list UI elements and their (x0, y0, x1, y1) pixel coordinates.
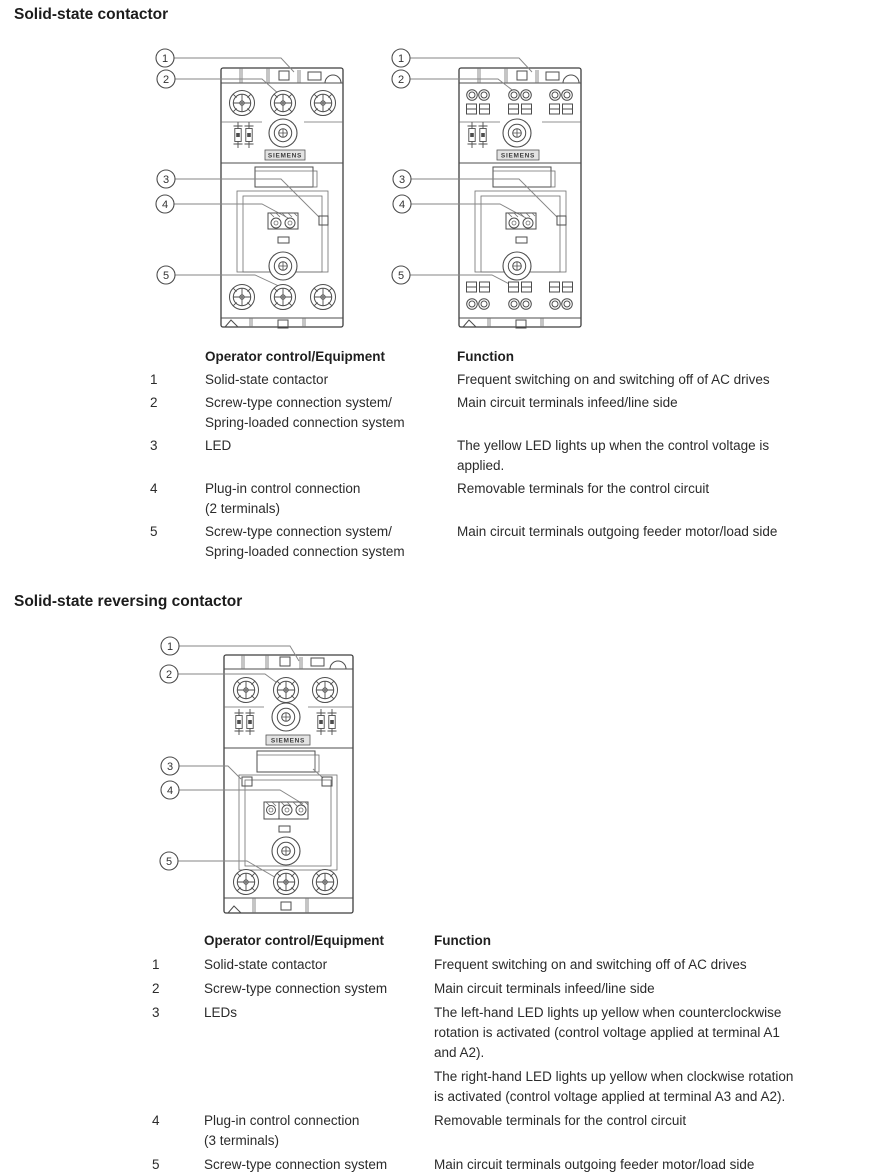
cell-paragraph (457, 393, 678, 413)
text-line: Screw-type connection system (204, 981, 388, 996)
section1-heading: Solid-state contactor (14, 6, 169, 23)
svg-text:2: 2 (162, 74, 170, 86)
led-indicator (319, 216, 328, 225)
fuse-symbol-icon (317, 709, 326, 735)
cell-paragraph (204, 955, 434, 975)
fuse-symbol-icon (468, 122, 477, 148)
screw-terminal-icon (313, 870, 338, 895)
function-cell (457, 393, 678, 413)
led-indicator-left (242, 777, 252, 786)
equipment-cell (205, 370, 457, 390)
row-number: 4 (150, 481, 158, 496)
text-line: Screw-type connection system/ (205, 524, 392, 539)
text-line: Solid-state contactor (204, 957, 328, 972)
cell-paragraph (434, 979, 655, 999)
leader-line-5 (410, 275, 517, 288)
table-row (152, 979, 793, 999)
screw-terminal-icon (274, 870, 299, 895)
mount-slot (546, 72, 559, 80)
leader-line-1 (179, 646, 299, 661)
text-line: (3 terminals) (204, 1133, 280, 1148)
captive-screw-icon (503, 119, 531, 147)
cell-paragraph (457, 436, 769, 476)
row-number: 1 (152, 957, 160, 972)
table-row (150, 370, 777, 390)
fuse-symbol-icon (246, 709, 255, 735)
function-cell (457, 522, 777, 542)
equipment-cell (204, 1155, 434, 1174)
text-line: Removable terminals for the control circuit (434, 1113, 687, 1128)
svg-text:1: 1 (397, 53, 405, 65)
cell-paragraph (204, 979, 434, 999)
cell-paragraph (434, 955, 747, 975)
captive-screw-icon (272, 703, 300, 731)
callout-1 (161, 637, 179, 655)
din-clip (225, 320, 238, 327)
spring-terminal-holes-icon (467, 90, 490, 101)
spring-terminal-holes-icon (550, 90, 573, 101)
row-number: 1 (150, 372, 158, 387)
brand-label-text: SIEMENS (500, 152, 536, 160)
section2-heading: Solid-state reversing contactor (14, 593, 243, 610)
cell-paragraph (205, 479, 457, 519)
test-tab (516, 237, 527, 243)
spring-clamp-icon (550, 282, 573, 292)
table-row (152, 955, 793, 975)
brand-label (497, 150, 539, 160)
cell-paragraph (457, 522, 777, 542)
fuse-symbol-icon (479, 122, 488, 148)
text-line: The right-hand LED lights up yellow when clockwise rotation (434, 1069, 794, 1084)
led-indicator-right (322, 777, 332, 786)
leader-line-3 (175, 179, 319, 217)
callout-5 (157, 266, 175, 284)
mount-hole (279, 71, 289, 80)
captive-screw-icon (269, 252, 297, 280)
section2-equipment-function-table (152, 931, 793, 1174)
row-number: 3 (150, 438, 158, 453)
label-window (257, 751, 319, 772)
din-clip (228, 906, 241, 913)
function-cell (434, 1003, 793, 1107)
text-line: rotation is activated (control voltage applied at terminal A1 (434, 1025, 780, 1040)
text-line: The left-hand LED lights up yellow when counterclockwise (434, 1005, 782, 1020)
table-row (152, 1155, 793, 1174)
screw-terminal-icon (311, 91, 336, 116)
equipment-cell (205, 393, 457, 433)
svg-text:2: 2 (397, 74, 405, 86)
svg-text:4: 4 (166, 785, 174, 797)
function-cell (434, 979, 655, 999)
callout-4 (156, 195, 174, 213)
text-line: Frequent switching on and switching off of AC drives (434, 957, 747, 972)
row-number: 5 (152, 1157, 160, 1172)
leader-line-2 (175, 79, 280, 95)
callout-5 (392, 266, 410, 284)
spring-terminal-holes-icon (550, 299, 573, 310)
text-line: Screw-type connection system (204, 1157, 388, 1172)
brand-label-text: SIEMENS (267, 152, 303, 160)
cell-paragraph (204, 1003, 434, 1023)
equipment-cell (204, 1111, 434, 1151)
led-indicator (557, 216, 566, 225)
mount-hole (517, 71, 527, 80)
spring-clamp-icon (509, 282, 532, 292)
svg-text:5: 5 (397, 270, 405, 282)
equipment-cell (204, 1003, 434, 1023)
table-row (152, 1003, 793, 1107)
text-line: Plug-in control connection (205, 481, 361, 496)
cell-paragraph (434, 1003, 793, 1063)
leader-line-3-left (179, 766, 241, 779)
text-line: (2 terminals) (205, 501, 281, 516)
equipment-cell (204, 955, 434, 975)
spring-clamp-icon (550, 104, 573, 114)
screw-terminal-icon (234, 678, 259, 703)
screw-terminal-icon (311, 285, 336, 310)
text-line: applied. (457, 458, 505, 473)
brand-label-text: SIEMENS (270, 737, 306, 745)
leader-line-2 (178, 674, 284, 688)
svg-text:4: 4 (161, 199, 169, 211)
table-row (150, 479, 777, 519)
screw-terminal-icon (230, 91, 255, 116)
spring-terminal-holes-icon (509, 90, 532, 101)
text-line: Spring-loaded connection system (205, 544, 405, 559)
screw-terminal-icon (274, 678, 299, 703)
svg-text:3: 3 (398, 174, 406, 186)
brand-label (266, 735, 310, 745)
din-rail-slot (281, 902, 291, 910)
text-line: Solid-state contactor (205, 372, 329, 387)
callout-2 (392, 70, 410, 88)
svg-text:5: 5 (162, 270, 170, 282)
text-line: Plug-in control connection (204, 1113, 360, 1128)
callout-4 (393, 195, 411, 213)
svg-text:4: 4 (398, 199, 406, 211)
table-header-row (150, 347, 777, 367)
text-line: Main circuit terminals outgoing feeder motor/load side (434, 1157, 755, 1172)
function-column-header: Function (434, 933, 491, 948)
test-tab (279, 826, 290, 832)
cell-paragraph (434, 1111, 686, 1131)
spring-clamp-icon (467, 104, 490, 114)
leader-line-3 (411, 179, 557, 217)
callout-2 (160, 665, 178, 683)
contactor-spring-figure (376, 42, 606, 342)
callout-3 (393, 170, 411, 188)
svg-text:1: 1 (161, 53, 169, 65)
fuse-symbol-icon (328, 709, 337, 735)
equipment-cell (204, 979, 434, 999)
plug-in-connector (264, 802, 308, 819)
table-row (150, 522, 777, 562)
screw-terminal-icon (271, 285, 296, 310)
captive-screw-icon (269, 119, 297, 147)
cell-paragraph (434, 1067, 793, 1107)
cell-paragraph (204, 1155, 434, 1174)
spring-terminal-holes-icon (509, 299, 532, 310)
leader-line-5 (175, 275, 283, 288)
fuse-symbol-icon (234, 122, 243, 148)
section1-equipment-function-table (150, 347, 777, 565)
table-header-row (152, 931, 793, 951)
table-row (150, 436, 777, 476)
cell-paragraph (205, 522, 457, 562)
reversing-contactor-figure (140, 628, 375, 928)
function-column-header: Function (457, 349, 514, 364)
cell-paragraph (205, 370, 457, 390)
equipment-cell (205, 479, 457, 519)
leader-line-2 (410, 79, 516, 93)
text-line: Main circuit terminals outgoing feeder motor/load side (457, 524, 778, 539)
contactor-screw-figure (140, 42, 370, 342)
screw-terminal-icon (234, 870, 259, 895)
row-number: 2 (152, 981, 160, 996)
equipment-column-header: Operator control/Equipment (204, 933, 385, 948)
equipment-cell (205, 436, 457, 456)
mount-slot (308, 72, 321, 80)
brand-label (265, 150, 305, 160)
mount-slot (311, 658, 324, 666)
svg-text:3: 3 (162, 174, 170, 186)
text-line: Removable terminals for the control circuit (457, 481, 710, 496)
screw-terminal-icon (313, 678, 338, 703)
text-line: is activated (control voltage applied at terminal A3 and A2). (434, 1089, 786, 1104)
row-number: 3 (152, 1005, 160, 1020)
row-number: 5 (150, 524, 158, 539)
callout-5 (160, 852, 178, 870)
callout-1 (156, 49, 174, 67)
fuse-symbol-icon (235, 709, 244, 735)
spring-clamp-icon (467, 282, 490, 292)
function-cell (434, 1111, 686, 1131)
cell-paragraph (205, 436, 457, 456)
leader-line-1 (174, 58, 294, 72)
leader-line-4 (174, 204, 288, 218)
callout-1 (392, 49, 410, 67)
spring-clamp-icon (509, 104, 532, 114)
text-line: LED (205, 438, 232, 453)
text-line: The yellow LED lights up when the control voltage is (457, 438, 770, 453)
equipment-cell (205, 522, 457, 562)
text-line: LEDs (204, 1005, 238, 1020)
function-cell (434, 1155, 754, 1174)
svg-text:5: 5 (165, 856, 173, 868)
leader-line-5 (178, 861, 285, 883)
screw-terminal-icon (271, 91, 296, 116)
row-number: 2 (150, 395, 158, 410)
cell-paragraph (457, 479, 709, 499)
cell-paragraph (204, 1111, 434, 1151)
callout-3 (161, 757, 179, 775)
leader-line-1 (410, 58, 532, 72)
table-row (150, 393, 777, 433)
fuse-symbol-icon (245, 122, 254, 148)
text-line: Screw-type connection system/ (205, 395, 392, 410)
text-line: Main circuit terminals infeed/line side (457, 395, 678, 410)
svg-text:2: 2 (165, 669, 173, 681)
cell-paragraph (205, 393, 457, 433)
svg-text:3: 3 (166, 761, 174, 773)
captive-screw-icon (272, 837, 300, 865)
function-cell (434, 955, 747, 975)
cell-paragraph (434, 1155, 754, 1174)
leader-line-4 (411, 204, 526, 218)
din-clip (463, 320, 476, 327)
callout-4 (161, 781, 179, 799)
cell-paragraph (457, 370, 770, 390)
function-cell (457, 436, 769, 476)
spring-terminal-holes-icon (467, 299, 490, 310)
text-line: Frequent switching on and switching off of AC drives (457, 372, 770, 387)
equipment-column-header: Operator control/Equipment (205, 349, 386, 364)
callout-2 (157, 70, 175, 88)
mount-hole (280, 657, 290, 666)
row-number: 4 (152, 1113, 160, 1128)
test-tab (278, 237, 289, 243)
table-row (152, 1111, 793, 1151)
captive-screw-icon (503, 252, 531, 280)
callout-3 (157, 170, 175, 188)
text-line: Spring-loaded connection system (205, 415, 405, 430)
function-cell (457, 370, 770, 390)
function-cell (457, 479, 709, 499)
text-line: Main circuit terminals infeed/line side (434, 981, 655, 996)
screw-terminal-icon (230, 285, 255, 310)
text-line: and A2). (434, 1045, 485, 1060)
svg-text:1: 1 (166, 641, 174, 653)
